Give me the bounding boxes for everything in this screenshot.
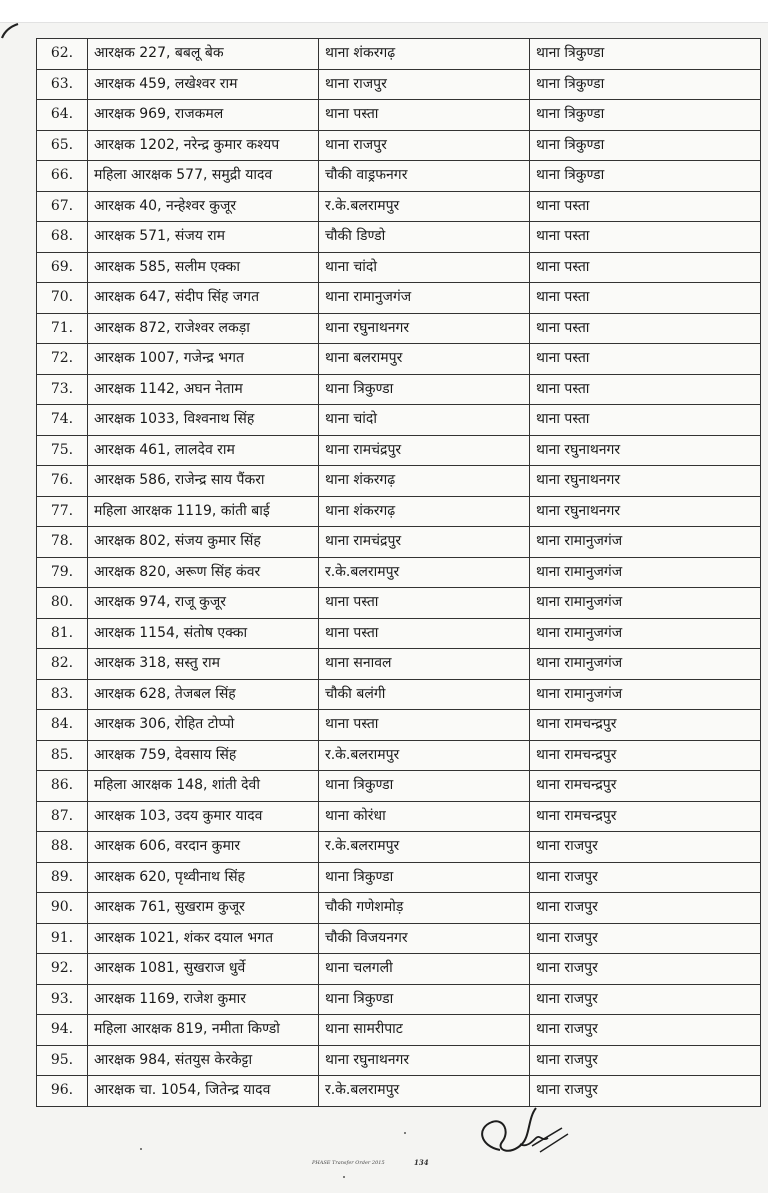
posted-to-cell: थाना पस्ता [530,374,761,405]
posted-to-cell: थाना रामानुजगंज [530,588,761,619]
posted-to-cell: थाना राजपुर [530,984,761,1015]
posted-from-cell: थाना पस्ता [319,588,530,619]
table-row [37,527,761,558]
posted-to-cell: थाना पस्ता [530,313,761,344]
table-row [37,100,761,131]
posted-from-cell: चौकी बलंगी [319,679,530,710]
constable-name-cell: आरक्षक 461, लालदेव राम [88,435,319,466]
table-row [37,496,761,527]
serial-number-cell: 95. [37,1045,88,1076]
posted-to-cell: थाना त्रिकुण्डा [530,100,761,131]
transfer-roster-table [36,38,761,1107]
serial-number-cell: 62. [37,39,88,70]
posted-from-cell: थाना रघुनाथनगर [319,313,530,344]
constable-name-cell: आरक्षक 40, नन्हेश्वर कुजूर [88,191,319,222]
posted-to-cell: थाना पस्ता [530,222,761,253]
table-row [37,801,761,832]
serial-number-cell: 93. [37,984,88,1015]
serial-number-cell: 74. [37,405,88,436]
constable-name-cell: आरक्षक 1154, संतोष एक्का [88,618,319,649]
table-row [37,1045,761,1076]
posted-to-cell: थाना पस्ता [530,344,761,375]
serial-number-cell: 67. [37,191,88,222]
posted-to-cell: थाना रामचन्द्रपुर [530,740,761,771]
serial-number-cell: 87. [37,801,88,832]
posted-to-cell: थाना रामानुजगंज [530,527,761,558]
table-row [37,1076,761,1107]
posted-to-cell: थाना राजपुर [530,1045,761,1076]
constable-name-cell: आरक्षक 306, रोहित टोप्पो [88,710,319,741]
posted-from-cell: र.के.बलरामपुर [319,740,530,771]
table-row [37,191,761,222]
table-row [37,740,761,771]
posted-from-cell: चौकी डिण्डो [319,222,530,253]
top-band [0,0,768,23]
constable-name-cell: आरक्षक 974, राजू कुजूर [88,588,319,619]
serial-number-cell: 94. [37,1015,88,1046]
posted-from-cell: थाना शंकरगढ़ [319,496,530,527]
constable-name-cell: आरक्षक 647, संदीप सिंह जगत [88,283,319,314]
table-row [37,252,761,283]
posted-to-cell: थाना राजपुर [530,1076,761,1107]
posted-to-cell: थाना रामचन्द्रपुर [530,710,761,741]
serial-number-cell: 83. [37,679,88,710]
serial-number-cell: 89. [37,862,88,893]
table-row [37,374,761,405]
constable-name-cell: आरक्षक 1169, राजेश कुमार [88,984,319,1015]
posted-from-cell: थाना पस्ता [319,618,530,649]
posted-from-cell: चौकी वाड्रफनगर [319,161,530,192]
serial-number-cell: 66. [37,161,88,192]
table-row [37,893,761,924]
constable-name-cell: आरक्षक 984, संतयुस केरकेट्टा [88,1045,319,1076]
constable-name-cell: आरक्षक 318, सस्तु राम [88,649,319,680]
posted-from-cell: थाना चलगली [319,954,530,985]
table-row [37,283,761,314]
posted-to-cell: थाना रामानुजगंज [530,618,761,649]
serial-number-cell: 80. [37,588,88,619]
posted-to-cell: थाना राजपुर [530,832,761,863]
constable-name-cell: आरक्षक 761, सुखराम कुजूर [88,893,319,924]
posted-to-cell: थाना राजपुर [530,954,761,985]
table-row [37,69,761,100]
table-row [37,130,761,161]
posted-to-cell: थाना राजपुर [530,893,761,924]
posted-from-cell: चौकी गणेशमोड़ [319,893,530,924]
serial-number-cell: 68. [37,222,88,253]
constable-name-cell: आरक्षक 103, उदय कुमार यादव [88,801,319,832]
table-row [37,679,761,710]
posted-to-cell: थाना राजपुर [530,1015,761,1046]
table-row [37,435,761,466]
constable-name-cell: आरक्षक 459, लखेश्वर राम [88,69,319,100]
posted-from-cell: थाना पस्ता [319,100,530,131]
table-row [37,832,761,863]
posted-to-cell: थाना रामचन्द्रपुर [530,801,761,832]
constable-name-cell: आरक्षक 606, वरदान कुमार [88,832,319,863]
posted-from-cell: थाना त्रिकुण्डा [319,862,530,893]
constable-name-cell: आरक्षक 620, पृथ्वीनाथ सिंह [88,862,319,893]
serial-number-cell: 81. [37,618,88,649]
page-number: 134 [414,1158,429,1167]
constable-name-cell: आरक्षक 628, तेजबल सिंह [88,679,319,710]
serial-number-cell: 77. [37,496,88,527]
table-row [37,466,761,497]
constable-name-cell: आरक्षक 571, संजय राम [88,222,319,253]
constable-name-cell: आरक्षक 820, अरूण सिंह कंवर [88,557,319,588]
posted-to-cell: थाना राजपुर [530,862,761,893]
constable-name-cell: आरक्षक 969, राजकमल [88,100,319,131]
posted-from-cell: र.के.बलरामपुर [319,191,530,222]
table-row [37,405,761,436]
serial-number-cell: 69. [37,252,88,283]
table-row [37,710,761,741]
posted-from-cell: थाना रघुनाथनगर [319,1045,530,1076]
serial-number-cell: 73. [37,374,88,405]
posted-to-cell: थाना त्रिकुण्डा [530,130,761,161]
table-row [37,923,761,954]
posted-to-cell: थाना रामचन्द्रपुर [530,771,761,802]
table-row [37,862,761,893]
posted-from-cell: थाना रामचंद्रपुर [319,527,530,558]
posted-from-cell: थाना त्रिकुण्डा [319,374,530,405]
speck [343,1176,345,1178]
constable-name-cell: आरक्षक 227, बबलू बेक [88,39,319,70]
table-row [37,557,761,588]
serial-number-cell: 78. [37,527,88,558]
constable-name-cell: महिला आरक्षक 819, नमीता किण्डो [88,1015,319,1046]
posted-to-cell: थाना त्रिकुण्डा [530,39,761,70]
roster-body [37,39,761,1107]
posted-from-cell: थाना कोरंधा [319,801,530,832]
table-row [37,771,761,802]
posted-from-cell: थाना चांदो [319,252,530,283]
constable-name-cell: आरक्षक 1142, अघन नेताम [88,374,319,405]
posted-to-cell: थाना रामानुजगंज [530,557,761,588]
serial-number-cell: 63. [37,69,88,100]
signature-mark [470,1098,580,1168]
table-row [37,39,761,70]
table-row [37,954,761,985]
posted-to-cell: थाना रामानुजगंज [530,679,761,710]
posted-from-cell: थाना त्रिकुण्डा [319,984,530,1015]
posted-from-cell: चौकी विजयनगर [319,923,530,954]
posted-from-cell: थाना पस्ता [319,710,530,741]
posted-to-cell: थाना पस्ता [530,283,761,314]
serial-number-cell: 88. [37,832,88,863]
table-row [37,161,761,192]
serial-number-cell: 84. [37,710,88,741]
posted-from-cell: थाना रामचंद्रपुर [319,435,530,466]
posted-to-cell: थाना रघुनाथनगर [530,466,761,497]
posted-to-cell: थाना राजपुर [530,923,761,954]
constable-name-cell: आरक्षक 1007, गजेन्द्र भगत [88,344,319,375]
posted-from-cell: थाना चांदो [319,405,530,436]
serial-number-cell: 82. [37,649,88,680]
footer-caption: PHASE Transfer Order 2015 [312,1160,385,1166]
serial-number-cell: 72. [37,344,88,375]
posted-from-cell: थाना बलरामपुर [319,344,530,375]
posted-to-cell: थाना पस्ता [530,252,761,283]
constable-name-cell: आरक्षक चा. 1054, जितेन्द्र यादव [88,1076,319,1107]
constable-name-cell: आरक्षक 759, देवसाय सिंह [88,740,319,771]
table-row [37,984,761,1015]
posted-from-cell: थाना राजपुर [319,130,530,161]
serial-number-cell: 76. [37,466,88,497]
posted-from-cell: थाना त्रिकुण्डा [319,771,530,802]
table-row [37,1015,761,1046]
serial-number-cell: 64. [37,100,88,131]
speck [404,1132,406,1134]
serial-number-cell: 92. [37,954,88,985]
posted-from-cell: र.के.बलरामपुर [319,557,530,588]
serial-number-cell: 65. [37,130,88,161]
serial-number-cell: 86. [37,771,88,802]
serial-number-cell: 70. [37,283,88,314]
posted-from-cell: र.के.बलरामपुर [319,832,530,863]
constable-name-cell: आरक्षक 1033, विश्वनाथ सिंह [88,405,319,436]
constable-name-cell: आरक्षक 1021, शंकर दयाल भगत [88,923,319,954]
serial-number-cell: 91. [37,923,88,954]
constable-name-cell: आरक्षक 1081, सुखराज धुर्वे [88,954,319,985]
posted-to-cell: थाना रामानुजगंज [530,649,761,680]
posted-to-cell: थाना पस्ता [530,405,761,436]
posted-to-cell: थाना त्रिकुण्डा [530,161,761,192]
posted-to-cell: थाना त्रिकुण्डा [530,69,761,100]
posted-from-cell: थाना शंकरगढ़ [319,466,530,497]
constable-name-cell: आरक्षक 872, राजेश्वर लकड़ा [88,313,319,344]
constable-name-cell: महिला आरक्षक 1119, कांती बाई [88,496,319,527]
table-row [37,649,761,680]
posted-from-cell: थाना रामानुजगंज [319,283,530,314]
constable-name-cell: आरक्षक 585, सलीम एक्का [88,252,319,283]
serial-number-cell: 90. [37,893,88,924]
posted-from-cell: थाना शंकरगढ़ [319,39,530,70]
serial-number-cell: 85. [37,740,88,771]
posted-to-cell: थाना पस्ता [530,191,761,222]
posted-from-cell: थाना राजपुर [319,69,530,100]
constable-name-cell: आरक्षक 802, संजय कुमार सिंह [88,527,319,558]
posted-from-cell: थाना सनावल [319,649,530,680]
serial-number-cell: 96. [37,1076,88,1107]
table-row [37,344,761,375]
posted-to-cell: थाना रघुनाथनगर [530,496,761,527]
corner-fold-mark [0,10,40,40]
table-row [37,313,761,344]
table-row [37,618,761,649]
constable-name-cell: महिला आरक्षक 577, समुद्री यादव [88,161,319,192]
serial-number-cell: 79. [37,557,88,588]
constable-name-cell: आरक्षक 586, राजेन्द्र साय पैंकरा [88,466,319,497]
posted-from-cell: थाना सामरीपाट [319,1015,530,1046]
table-row [37,588,761,619]
speck [140,1148,142,1150]
serial-number-cell: 71. [37,313,88,344]
serial-number-cell: 75. [37,435,88,466]
posted-to-cell: थाना रघुनाथनगर [530,435,761,466]
constable-name-cell: आरक्षक 1202, नरेन्द्र कुमार कश्यप [88,130,319,161]
constable-name-cell: महिला आरक्षक 148, शांती देवी [88,771,319,802]
posted-from-cell: र.के.बलरामपुर [319,1076,530,1107]
table-row [37,222,761,253]
